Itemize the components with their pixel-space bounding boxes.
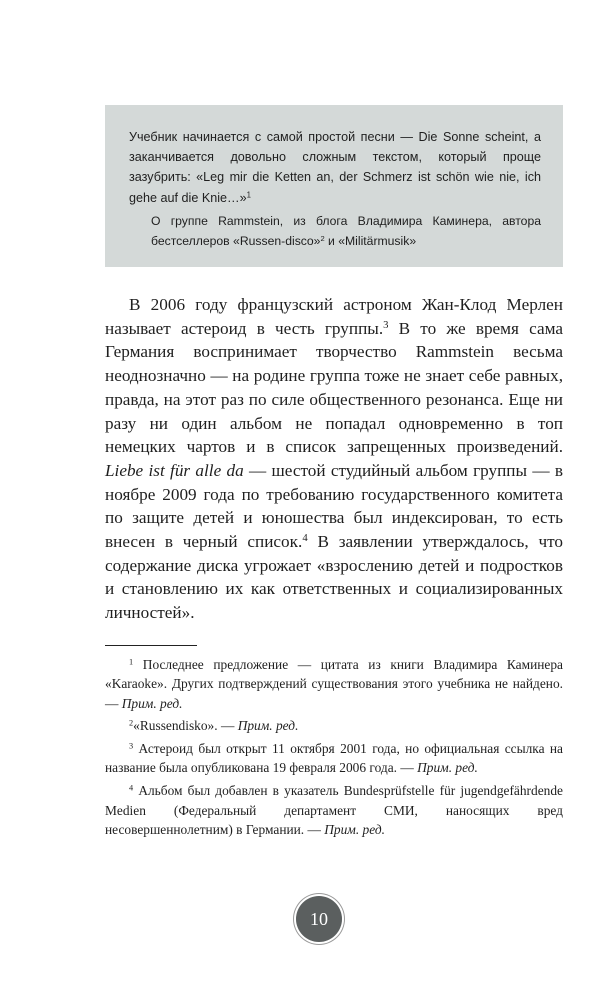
- footnote-ref-2[interactable]: 2: [320, 233, 325, 243]
- footnote-number: 3: [129, 741, 134, 751]
- footnote-number: 4: [129, 783, 134, 793]
- page-number: 10: [310, 909, 328, 929]
- footnote-1: [105, 655, 563, 713]
- sentence-germany: В то же время сама Германия воспринимает творчество Rammstein весьма неоднозначно — на родине группа тоже не знает себе равных, правда, на этот раз по силе общественного резонанса. Еще ни разу ни один альбом не попадал одновременно в топ немецких чартов и в список запрещенных произведений.: [105, 318, 563, 457]
- footnote-divider: [105, 645, 197, 646]
- sentence-indexed: — шестой студийный альбом группы — в ноябре 2009 года по требованию государственного комитета по защите детей и юношества был индексирован, то есть внесен в черный список.: [105, 460, 563, 552]
- epigraph-quote-text: Учебник начинается с самой простой песни — Die Sonne scheint, а заканчивается довольно сложным текстом, который проще зазубрить: «Leg mir die Ketten an, der Schmerz ist schön wie nie, ich gehe auf die Knie…»: [129, 130, 541, 205]
- editor-note: Прим. ред.: [121, 695, 183, 711]
- footnote-ref-4[interactable]: 4: [302, 533, 308, 545]
- album-title: Liebe ist für alle da: [105, 460, 244, 480]
- sentence-statement: В заявлении утверждалось, что содержание диска угрожает «взрослению детей и подростков и становлению их как ответственных и социализированных личностей».: [105, 532, 564, 623]
- footnote-3: [105, 739, 563, 778]
- footnotes: [105, 655, 563, 843]
- sentence-asteroid: В 2006 году французский астроном Жан-Клод Мерлен называет астероид в честь группы.: [105, 295, 563, 338]
- epigraph-source: [129, 211, 541, 251]
- footnote-ref-3[interactable]: 3: [383, 319, 389, 331]
- editor-note: Прим. ред.: [417, 760, 478, 776]
- footnote-number: 2: [129, 718, 134, 728]
- footnote-ref-1[interactable]: 1: [246, 190, 251, 200]
- body-paragraph: [105, 293, 563, 625]
- editor-note: Прим. ред.: [237, 718, 299, 734]
- footnote-text: Последнее предложение — цитата из книги Владимира Каминера «Karaoke». Других подтверждений существования этого учебника не найдено. —: [105, 657, 563, 711]
- footnote-4: [105, 781, 563, 839]
- footnote-text: Альбом был добавлен в указатель Bundesprüfstelle für jugendgefährdende Medien (Федеральный департамент СМИ, наносящих вред несовершеннолетним) в Германии. —: [105, 783, 563, 837]
- footnote-text: Астероид был открыт 11 октября 2001 года, но официальная ссылка на название была опубликована 19 февраля 2006 года. —: [105, 741, 563, 776]
- epigraph-source-text-end: и «Militärmusik»: [324, 234, 417, 249]
- editor-note: Прим. ред.: [324, 821, 385, 837]
- main-text: [105, 293, 563, 625]
- footnote-number: 1: [129, 657, 134, 667]
- epigraph-box: [105, 105, 563, 267]
- footnote-2: [105, 716, 563, 735]
- footnote-text: «Russendisko». —: [133, 718, 238, 734]
- epigraph-source-text: О группе Rammstein, из блога Владимира Каминера, автора бестселлеров «Russen-disco»: [151, 213, 541, 249]
- page-number-badge: [296, 896, 342, 942]
- epigraph-quote: [129, 127, 541, 208]
